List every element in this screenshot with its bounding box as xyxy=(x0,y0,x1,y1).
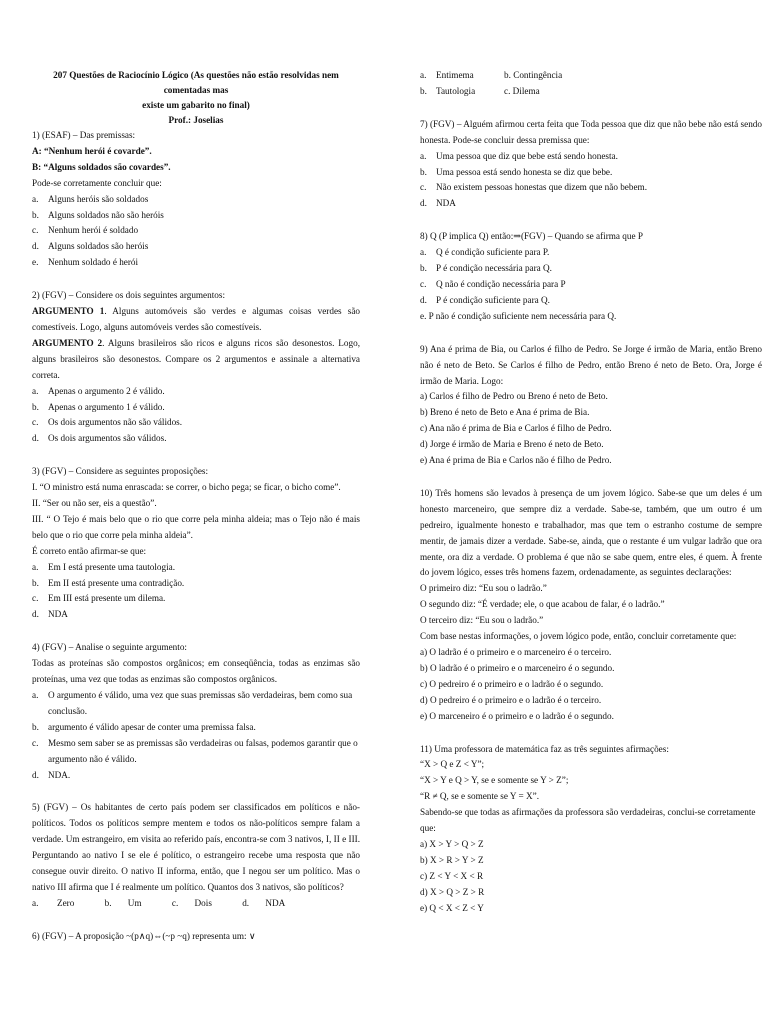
question-11 xyxy=(420,742,762,917)
option: a. Q é condição suficiente para P. xyxy=(420,247,550,258)
option: d. NDA xyxy=(32,609,68,620)
option: d. NDA. xyxy=(32,769,71,780)
question-11-stem: Sabendo-se que todas as afirmações da professora são verdadeiras, conclui-se corretamente que: xyxy=(420,807,756,834)
question-3-stem: É correto então afirmar-se que: xyxy=(32,545,147,556)
statement-1: “X > Q e Z < Y”; xyxy=(420,759,485,770)
question-5-title: 5) (FGV) – Os habitantes de certo país podem ser classificados em políticos e não-políticos. Todos os políticos sempre mentem e todos os não-políticos sempre falam a verdade. Um estrangeiro, em visita ao referido país, encontra-se com 3 nativos, I, II e III. Perguntando ao nativo I se ele é político, o estrangeiro recebe uma resposta que não consegue ouvir direito. O nativo II informa, então, que I negou ser um político. Mas o nativo III afirma que I é realmente um político. Quantos dos 3 nativos, são políticos? xyxy=(32,802,360,892)
inline-options xyxy=(32,896,360,912)
question-8 xyxy=(420,229,762,324)
document-header xyxy=(32,68,360,128)
question-11-title: 11) Uma professora de matemática faz as três seguintes afirmações: xyxy=(420,743,669,754)
option: a. Alguns heróis são soldados xyxy=(32,193,149,204)
option: b. Apenas o argumento 1 é válido. xyxy=(32,401,165,412)
question-3-title: 3) (FGV) – Considere as seguintes proposições: xyxy=(32,466,209,477)
question-9 xyxy=(420,342,762,469)
option: b. argumento é válido apesar de conter uma premissa falsa. xyxy=(32,721,256,732)
question-5 xyxy=(32,800,360,911)
statement-2: “X > Y e Q > Y, se e somente se Y > Z”; xyxy=(420,775,569,786)
proposition-iii: III. “ O Tejo é mais belo que o rio que corre pela minha aldeia; mas o Tejo não é mais belo que o rio que corre pela minha aldeia”. xyxy=(32,513,360,540)
option: a. Uma pessoa que diz que bebe está sendo honesta. xyxy=(420,150,618,161)
question-2 xyxy=(32,288,360,447)
question-10 xyxy=(420,486,762,725)
option: c. Dois xyxy=(171,897,212,908)
premise-b: B: “Alguns soldados são covardes”. xyxy=(32,161,171,172)
question-9-title: 9) Ana é prima de Bia, ou Carlos é filho de Pedro. Se Jorge é irmão de Maria, então Breno não é neto de Beto. Se Carlos é filho de Pedro, então Breno é neto de Beto. Ora, Jorge é irmão de Maria. Logo: xyxy=(420,343,762,386)
option: d. NDA xyxy=(420,198,456,209)
option: d) Jorge é irmão de Maria e Breno é neto de Beto. xyxy=(420,439,604,450)
question-4-title: 4) (FGV) – Analise o seguinte argumento: xyxy=(32,642,187,653)
option: a. Zero xyxy=(32,897,75,908)
premise-a: A: “Nenhum herói é covarde”. xyxy=(32,145,152,156)
option: d. NDA xyxy=(242,897,286,908)
option: a) O ladrão é o primeiro e o marceneiro é o terceiro. xyxy=(420,647,612,657)
argument-2: ARGUMENTO 2. Alguns brasileiros são ricos e alguns ricos são desonestos. Logo, alguns brasileiros são desonestos. Compare os 2 argumentos e assinale a alternativa correta. xyxy=(32,337,360,380)
option: b. Alguns soldados não são heróis xyxy=(32,209,164,220)
header-line-1: 207 Questões de Raciocínio Lógico (As questões não estão resolvidas nem comentadas mas xyxy=(53,70,339,95)
option: a. Em I está presente uma tautologia. xyxy=(32,561,176,572)
declaration-1: O primeiro diz: “Eu sou o ladrão.” xyxy=(420,583,547,594)
option: d. Alguns soldados são heróis xyxy=(32,241,149,252)
option: b. Um xyxy=(104,897,142,908)
question-4 xyxy=(32,640,360,783)
option: b) Breno é neto de Beto e Ana é prima de Bia. xyxy=(420,407,590,418)
option: a. O argumento é válido, uma vez que suas premissas são verdadeiras, bem como sua conclusão. xyxy=(32,690,353,716)
statement-3: “R ≠ Q, se e somente se Y = X”. xyxy=(420,791,539,802)
question-10-stem: Com base nestas informações, o jovem lógico pode, então, concluir corretamente que: xyxy=(420,631,737,642)
argument-1: ARGUMENTO 1. Alguns automóveis são verdes e algumas coisas verdes são comestíveis. Logo, alguns automóveis verdes são comestíveis. xyxy=(32,306,360,332)
question-6-title: 6) (FGV) – A proposição ~(p∧q)⇔(~p ~q) representa um: ∨ xyxy=(32,930,256,941)
question-1-title: 1) (ESAF) – Das premissas: xyxy=(32,130,136,140)
proposition-i: I. “O ministro está numa enrascada: se correr, o bicho pega; se ficar, o bicho come”. xyxy=(32,482,341,493)
right-column xyxy=(420,68,762,917)
option: d) O pedreiro é o primeiro e o ladrão é o terceiro. xyxy=(420,694,602,705)
declaration-3: O terceiro diz: “Eu sou o ladrão.” xyxy=(420,615,544,626)
option: e) Ana é prima de Bia e Carlos não é filho de Pedro. xyxy=(420,455,612,466)
option: c. Q não é condição necessária para P xyxy=(420,278,566,289)
question-7 xyxy=(420,117,762,212)
option: e) Q < X < Z < Y xyxy=(420,902,484,913)
option: a) Carlos é filho de Pedro ou Breno é neto de Beto. xyxy=(420,391,608,402)
option: b. P é condição necessária para Q. xyxy=(420,263,552,274)
option: e. P não é condição suficiente nem necessária para Q. xyxy=(420,310,617,321)
option: c) Ana não é prima de Bia e Carlos é filho de Pedro. xyxy=(420,423,612,434)
header-line-3: Prof.: Joselias xyxy=(168,115,224,125)
question-1-stem: Pode-se corretamente concluir que: xyxy=(32,177,162,188)
options-row: b. Tautologia c. Dilema xyxy=(420,85,540,96)
option: c) Z < Y < X < R xyxy=(420,870,484,881)
question-8-title: 8) Q (P implica Q) então:⇒(FGV) – Quando se afirma que P xyxy=(420,231,643,242)
options-row: a. Entimema b. Contingência xyxy=(420,70,563,80)
question-1 xyxy=(32,128,360,271)
option: d) X > Q > Z > R xyxy=(420,886,485,897)
option: c. Nenhum herói é soldado xyxy=(32,225,139,236)
option: d. Os dois argumentos são válidos. xyxy=(32,433,167,444)
question-6 xyxy=(32,929,360,945)
option: b. Em II está presente uma contradição. xyxy=(32,577,185,588)
question-6-options xyxy=(420,68,762,100)
option: c. Mesmo sem saber se as premissas são verdadeiras ou falsas, podemos garantir que o argumento não é válido. xyxy=(32,737,358,764)
question-10-title: 10) Três homens são levados à presença de um jovem lógico. Sabe-se que um deles é um honesto marceneiro, que sempre diz a verdade. Sabe-se, também, que um outro é um pedreiro, igualmente honesto e trabalhador, mas que tem o estranho costume de sempre mentir, de jamais dizer a verdade. Sabe-se, ainda, que o restante é um vulgar ladrão que ora mente, ora diz a verdade. O problema é que não se sabe quem, entre eles, é quem. À frente do jovem lógico, esses três homens fazem, ordenadamente, as seguintes declarações: xyxy=(420,487,762,578)
option: e) O marceneiro é o primeiro e o ladrão é o segundo. xyxy=(420,710,614,721)
option: c. Não existem pessoas honestas que dizem que não bebem. xyxy=(420,182,647,193)
question-2-title: 2) (FGV) – Considere os dois seguintes argumentos: xyxy=(32,290,226,301)
option: a) X > Y > Q > Z xyxy=(420,838,484,849)
header-line-2: existe um gabarito no final) xyxy=(142,100,250,110)
option: c. Em III está presente um dilema. xyxy=(32,593,166,604)
option: a. Apenas o argumento 2 é válido. xyxy=(32,385,165,396)
question-3 xyxy=(32,464,360,623)
option: c) O pedreiro é o primeiro e o ladrão é o segundo. xyxy=(420,678,604,689)
declaration-2: O segundo diz: “É verdade; ele, o que acabou de falar, é o ladrão.” xyxy=(420,599,665,610)
option: d. P é condição suficiente para Q. xyxy=(420,294,550,305)
option: b) O ladrão é o primeiro e o marceneiro é o segundo. xyxy=(420,662,615,673)
option: c. Os dois argumentos não são válidos. xyxy=(32,417,183,428)
question-4-stem: Todas as proteínas são compostos orgânicos; em conseqüência, todas as enzimas são proteínas, uma vez que todas as enzimas são compostos orgânicos. xyxy=(32,658,360,685)
option: b) X > R > Y > Z xyxy=(420,854,484,865)
option: e. Nenhum soldado é herói xyxy=(32,257,139,268)
left-column xyxy=(32,68,360,945)
question-7-title: 7) (FGV) – Alguém afirmou certa feita que Toda pessoa que diz que não bebe não está sendo honesta. Pode-se concluir dessa premissa que: xyxy=(420,118,762,145)
proposition-ii: II. “Ser ou não ser, eis a questão”. xyxy=(32,498,157,509)
option: b. Uma pessoa está sendo honesta se diz que bebe. xyxy=(420,166,613,177)
